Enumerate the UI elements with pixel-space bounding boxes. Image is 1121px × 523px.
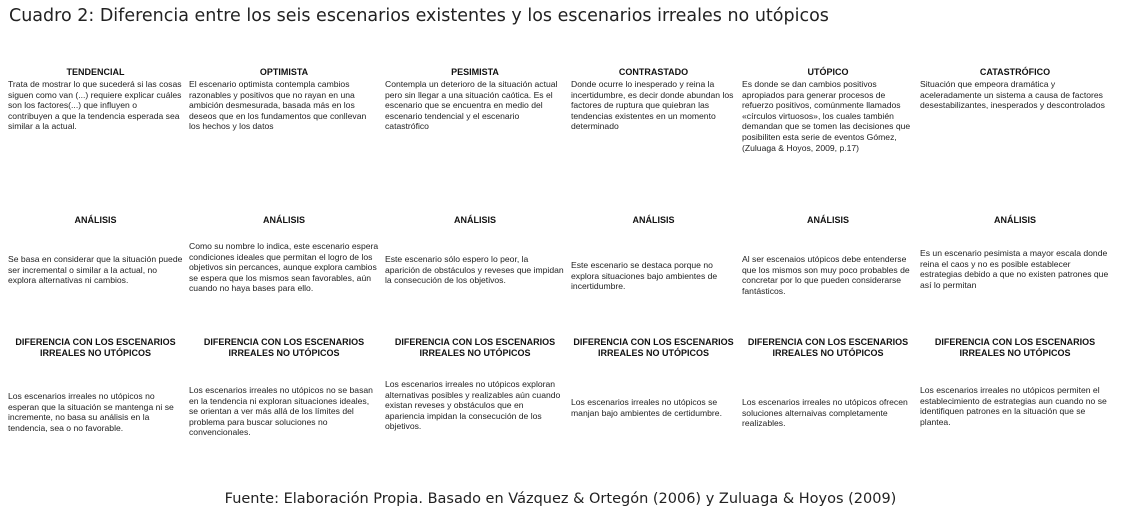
- scenario-comparison-table: [8, 64, 1116, 464]
- difference-heading: DIFERENCIA CON LOS ESCENARIOS IRREALES NO UTÓPICOS: [934, 337, 1096, 358]
- analysis-heading: ANÁLISIS: [993, 215, 1036, 225]
- difference-text: Los escenarios irreales no utópicos no esperan que la situación se mantenga ni se incremente, no basa su análisis en la tendencia, sea o no favorable.: [8, 391, 174, 433]
- scenario-definition: Es donde se dan cambios positivos apropiados para generar procesos de refuerzo positivos, comúnmente llamados «círculos virtuosos», los cuales también demandan que se tomen las decisiones que posibiliten esta serie de eventos Gómez, (Zuluaga & Hoyos, 2009, p.17): [742, 79, 911, 153]
- cell-tendencial-analysis: [8, 205, 189, 335]
- difference-heading: DIFERENCIA CON LOS ESCENARIOS IRREALES NO UTÓPICOS: [203, 337, 365, 358]
- analysis-heading: ANÁLISIS: [806, 215, 849, 225]
- difference-heading: DIFERENCIA CON LOS ESCENARIOS IRREALES NO UTÓPICOS: [394, 337, 556, 358]
- analysis-text: Al ser escenaios utópicos debe entenderse que los mismos son muy poco probables de concretar por lo que pueden considerarse fantásticos.: [742, 254, 910, 296]
- cell-contrastado-difference: [571, 335, 742, 464]
- cell-catastrofico-analysis: [920, 205, 1116, 335]
- scenario-heading: PESIMISTA: [451, 67, 499, 77]
- cell-utopico-definition: [742, 64, 920, 205]
- scenario-definition: Trata de mostrar lo que sucederá si las cosas siguen como van (...) requiere explicar cuáles son los factores(...) que influyen o contribuyen a que la tendencia esperada sea similar a la actual.: [8, 79, 182, 132]
- analysis-heading: ANÁLISIS: [74, 215, 117, 225]
- cell-tendencial-definition: [8, 64, 189, 205]
- scenario-definition: Situación que empeora dramática y aceleradamente un sistema a causa de factores desestabilizantes, inesperados y descontrolados: [920, 79, 1105, 111]
- cell-utopico-analysis: [742, 205, 920, 335]
- difference-text: Los escenarios irreales no utópicos ofrecen soluciones alternaivas completamente realizables.: [742, 397, 908, 429]
- cell-optimista-difference: [189, 335, 385, 464]
- scenario-definition: El escenario optimista contempla cambios razonables y positivos que no rayan en una ambición desmesurada, basada más en los deseos que en los fundamentos que conllevan los hechos y los datos: [189, 79, 367, 132]
- scenario-heading: OPTIMISTA: [259, 67, 309, 77]
- cell-tendencial-difference: [8, 335, 189, 464]
- scenario-definition: Donde ocurre lo inesperado y reina la incertidumbre, es decir donde abundan los factores de ruptura que quiebran las tendencias existentes en un momento determinado: [571, 79, 734, 132]
- cell-optimista-analysis: [189, 205, 385, 335]
- analysis-text: Este escenario sólo espero lo peor, la aparición de obstáculos y reveses que impidan la consecución de los objetivos.: [385, 254, 564, 286]
- analysis-text: Es un escenario pesimista a mayor escala donde reina el caos y no es posible establecer estrategias debido a que no existen patrones que así lo permitan: [920, 248, 1109, 290]
- cell-catastrofico-definition: [920, 64, 1116, 205]
- analysis-heading: ANÁLISIS: [453, 215, 496, 225]
- cell-catastrofico-difference: [920, 335, 1116, 464]
- difference-heading: DIFERENCIA CON LOS ESCENARIOS IRREALES NO UTÓPICOS: [15, 337, 176, 358]
- source-footer: Fuente: Elaboración Propia. Basado en Vázquez & Ortegón (2006) y Zuluaga & Hoyos (2009): [224, 491, 897, 507]
- scenario-heading: CATASTRÓFICO: [979, 67, 1051, 77]
- cell-pesimista-analysis: [385, 205, 571, 335]
- cell-utopico-difference: [742, 335, 920, 464]
- analysis-heading: ANÁLISIS: [262, 215, 305, 225]
- table-title: Cuadro 2: Diferencia entre los seis escenarios existentes y los escenarios irreales no utópicos: [9, 6, 829, 26]
- analysis-heading: ANÁLISIS: [632, 215, 675, 225]
- cell-optimista-definition: [189, 64, 385, 205]
- cell-pesimista-difference: [385, 335, 571, 464]
- scenario-heading: CONTRASTADO: [618, 67, 689, 77]
- cell-pesimista-definition: [385, 64, 571, 205]
- difference-text: Los escenarios irreales no utópicos se manjan bajo ambientes de certidumbre.: [571, 397, 722, 418]
- analysis-text: Se basa en considerar que la situación puede ser incremental o similar a la actual, no explora alternativas ni cambios.: [8, 254, 183, 286]
- difference-text: Los escenarios irreales no utópicos no se basan en la tendencia ni exploran situaciones ideales, se orientan a ver más allá de los límites del problema para buscar soluciones no convencionales.: [189, 385, 373, 438]
- cell-contrastado-definition: [571, 64, 742, 205]
- difference-heading: DIFERENCIA CON LOS ESCENARIOS IRREALES NO UTÓPICOS: [573, 337, 734, 358]
- difference-text: Los escenarios irreales no utópicos permiten el establecimiento de estrategias aun cuando no se identifiquen patrones en la situación que se plantea.: [920, 385, 1107, 427]
- difference-text: Los escenarios irreales no utópicos exploran alternativas posibles y realizables aún cuando existan reveses y obstáculos que en apariencia impidan la consecución de los objetivos.: [385, 379, 561, 432]
- analysis-text: Como su nombre lo indica, este escenario espera condiciones ideales que permitan el logro de los objetivos sin percances, aunque explora cambios se espera que los mismos sean favorables, aún cuando no haya bases para ello.: [189, 241, 379, 294]
- difference-heading: DIFERENCIA CON LOS ESCENARIOS IRREALES NO UTÓPICOS: [747, 337, 909, 358]
- analysis-text: Este escenario se destaca porque no explora situaciones bajo ambientes de incertidumbre.: [571, 260, 718, 292]
- scenario-heading: TENDENCIAL: [66, 67, 125, 77]
- scenario-definition: Contempla un deterioro de la situación actual pero sin llegar a una situación caótica. Es el escenario que se encuentra en medio del escenario tendencial y el escenario catastrófico: [385, 79, 558, 132]
- cell-contrastado-analysis: [571, 205, 742, 335]
- scenario-heading: UTÓPICO: [807, 67, 849, 77]
